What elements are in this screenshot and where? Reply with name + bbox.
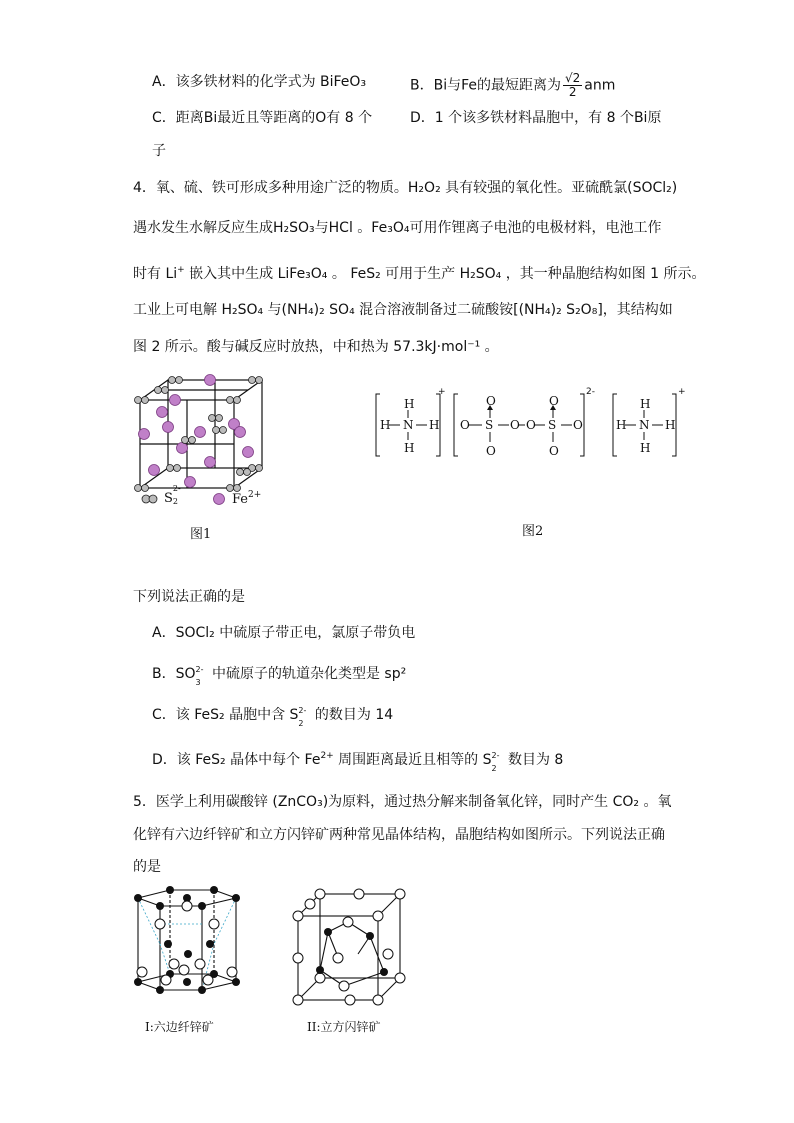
- q3-option-c: C．距离Bi最近且等距离的O有 8 个: [152, 110, 373, 126]
- svg-text:S: S: [548, 418, 557, 432]
- s2-legend-icon: [140, 493, 160, 505]
- legend-s2-label: [164, 484, 185, 506]
- legend-s-count: 2: [172, 497, 178, 506]
- q4-option-c-subscript: 2: [298, 719, 304, 728]
- wurtzite-structure-figure: [130, 884, 245, 1009]
- q4-stem-line3: [133, 260, 706, 284]
- q4-line3-text-a: 时有 Li: [133, 266, 178, 282]
- svg-text:O: O: [549, 444, 559, 458]
- q4-option-c-text-b: 的数目为 14: [310, 707, 394, 723]
- q3-option-a: A．该多铁材料的化学式为 BiFeO₃: [152, 74, 367, 90]
- q4-option-d-text-b: 周围距离最近且相等的 S: [333, 752, 492, 768]
- ammonium-persulfate-structure: [372, 390, 692, 462]
- legend-fe-charge: 2+: [248, 490, 262, 500]
- q4-option-d-text-a: D．该 FeS₂ 晶体中每个 Fe: [152, 752, 321, 768]
- svg-text:H: H: [616, 418, 627, 432]
- legend-fe-label: [232, 490, 261, 507]
- svg-text:N: N: [403, 418, 414, 432]
- fe2-legend-icon: [212, 492, 226, 506]
- fraction-numerator: √2: [565, 71, 581, 85]
- svg-text:O: O: [510, 418, 520, 432]
- fraction-denominator: 2: [568, 85, 577, 99]
- q5-stem-line2: 化锌有六边纤锌矿和立方闪锌矿两种常见晶体结构，晶胞结构如图所示。下列说法正确: [133, 827, 665, 843]
- legend-fe-symbol: Fe: [232, 492, 249, 507]
- q3-option-d-continued: 子: [152, 143, 166, 159]
- q4-option-b-charge: 2-: [195, 665, 204, 674]
- svg-text:O: O: [549, 394, 559, 408]
- svg-text:H: H: [640, 441, 651, 455]
- svg-text:O: O: [460, 418, 470, 432]
- q3-option-d: D．1 个该多铁材料晶胞中，有 8 个Bi原: [410, 110, 662, 126]
- q5-stem-line1: 5．医学上利用碳酸锌 (ZnCO₃)为原料，通过热分解来制备氧化锌，同时产生 CO₂ 。氧: [133, 794, 672, 810]
- q3-option-b-prefix: B．Bi与Fe的最短距离为: [410, 77, 561, 94]
- fig2-cation-charge-right: +: [678, 387, 686, 397]
- q4-option-a: A．SOCl₂ 中硫原子带正电，氯原子带负电: [152, 625, 416, 641]
- q4-option-d-fe-charge: 2+: [320, 751, 334, 761]
- fig2-anion-charge: 2-: [586, 387, 595, 397]
- q4-line3-text-b: 嵌入其中生成 LiFe₃O₄ 。 FeS₂ 可用于生产 H₂SO₄ ，其一种晶胞结构如图 1 所示。: [184, 266, 706, 282]
- svg-text:N: N: [639, 418, 650, 432]
- svg-text:O: O: [573, 418, 583, 432]
- q4-option-c: [152, 705, 394, 728]
- zinc-blende-structure-figure: [288, 884, 408, 1009]
- figure-1-caption: 图1: [190, 527, 212, 542]
- svg-text:H: H: [640, 397, 651, 411]
- q4-option-d-text-c: 数目为 8: [503, 752, 564, 768]
- fes2-unit-cell-figure: [130, 372, 280, 500]
- svg-text:H: H: [404, 397, 415, 411]
- q3-option-b-fraction: [563, 72, 582, 99]
- figure-2-caption: 图2: [522, 524, 544, 539]
- q4-option-b-text-a: B．SO: [152, 666, 196, 682]
- svg-text:S: S: [485, 418, 494, 432]
- legend-s-charge: 2-: [172, 484, 181, 493]
- q4-option-b-text-b: 中硫原子的轨道杂化类型是 sp²: [207, 666, 407, 682]
- q4-stem-line2: 遇水发生水解反应生成H₂SO₃与HCl 。Fe₃O₄可用作锂离子电池的电极材料，电池工作: [133, 220, 662, 236]
- q4-line3-sup: +: [177, 265, 185, 275]
- q4-question: 下列说法正确的是: [133, 589, 245, 605]
- q3-option-b: [410, 72, 615, 99]
- q4-option-c-charge: 2-: [298, 706, 307, 715]
- svg-text:O: O: [526, 418, 536, 432]
- svg-text:O: O: [486, 444, 496, 458]
- figure-zinc-blende-caption: II:立方闪锌矿: [307, 1020, 381, 1034]
- svg-text:O: O: [486, 394, 496, 408]
- q4-stem-line1: 4．氧、硫、铁可形成多种用途广泛的物质。H₂O₂ 具有较强的氧化性。亚硫酰氯(SOCl₂): [133, 180, 678, 196]
- q4-option-b: [152, 664, 407, 687]
- svg-text:H: H: [665, 418, 676, 432]
- legend-s-symbol: S: [164, 491, 173, 506]
- q4-option-d-subscript: 2: [491, 764, 497, 773]
- q3-option-b-suffix: anm: [584, 77, 616, 94]
- q4-option-c-text-a: C．该 FeS₂ 晶胞中含 S: [152, 707, 299, 723]
- q5-stem-line3: 的是: [133, 859, 161, 875]
- q4-option-d-s-charge: 2-: [491, 751, 500, 760]
- q4-stem-line4: 工业上可电解 H₂SO₄ 与(NH₄)₂ SO₄ 混合溶液制备过二硫酸铵[(NH₄)₂ S₂O₈]，其结构如: [133, 302, 673, 318]
- q4-option-b-subscript: 3: [195, 678, 201, 687]
- svg-text:H: H: [429, 418, 440, 432]
- q4-option-d: [152, 746, 564, 773]
- svg-text:H: H: [380, 418, 391, 432]
- fig2-cation-charge-left: +: [438, 387, 446, 397]
- figure-wurtzite-caption: I:六边纤锌矿: [145, 1020, 214, 1034]
- svg-text:H: H: [404, 441, 415, 455]
- q4-stem-line5: 图 2 所示。酸与碱反应时放热，中和热为 57.3kJ·mol⁻¹ 。: [133, 339, 499, 355]
